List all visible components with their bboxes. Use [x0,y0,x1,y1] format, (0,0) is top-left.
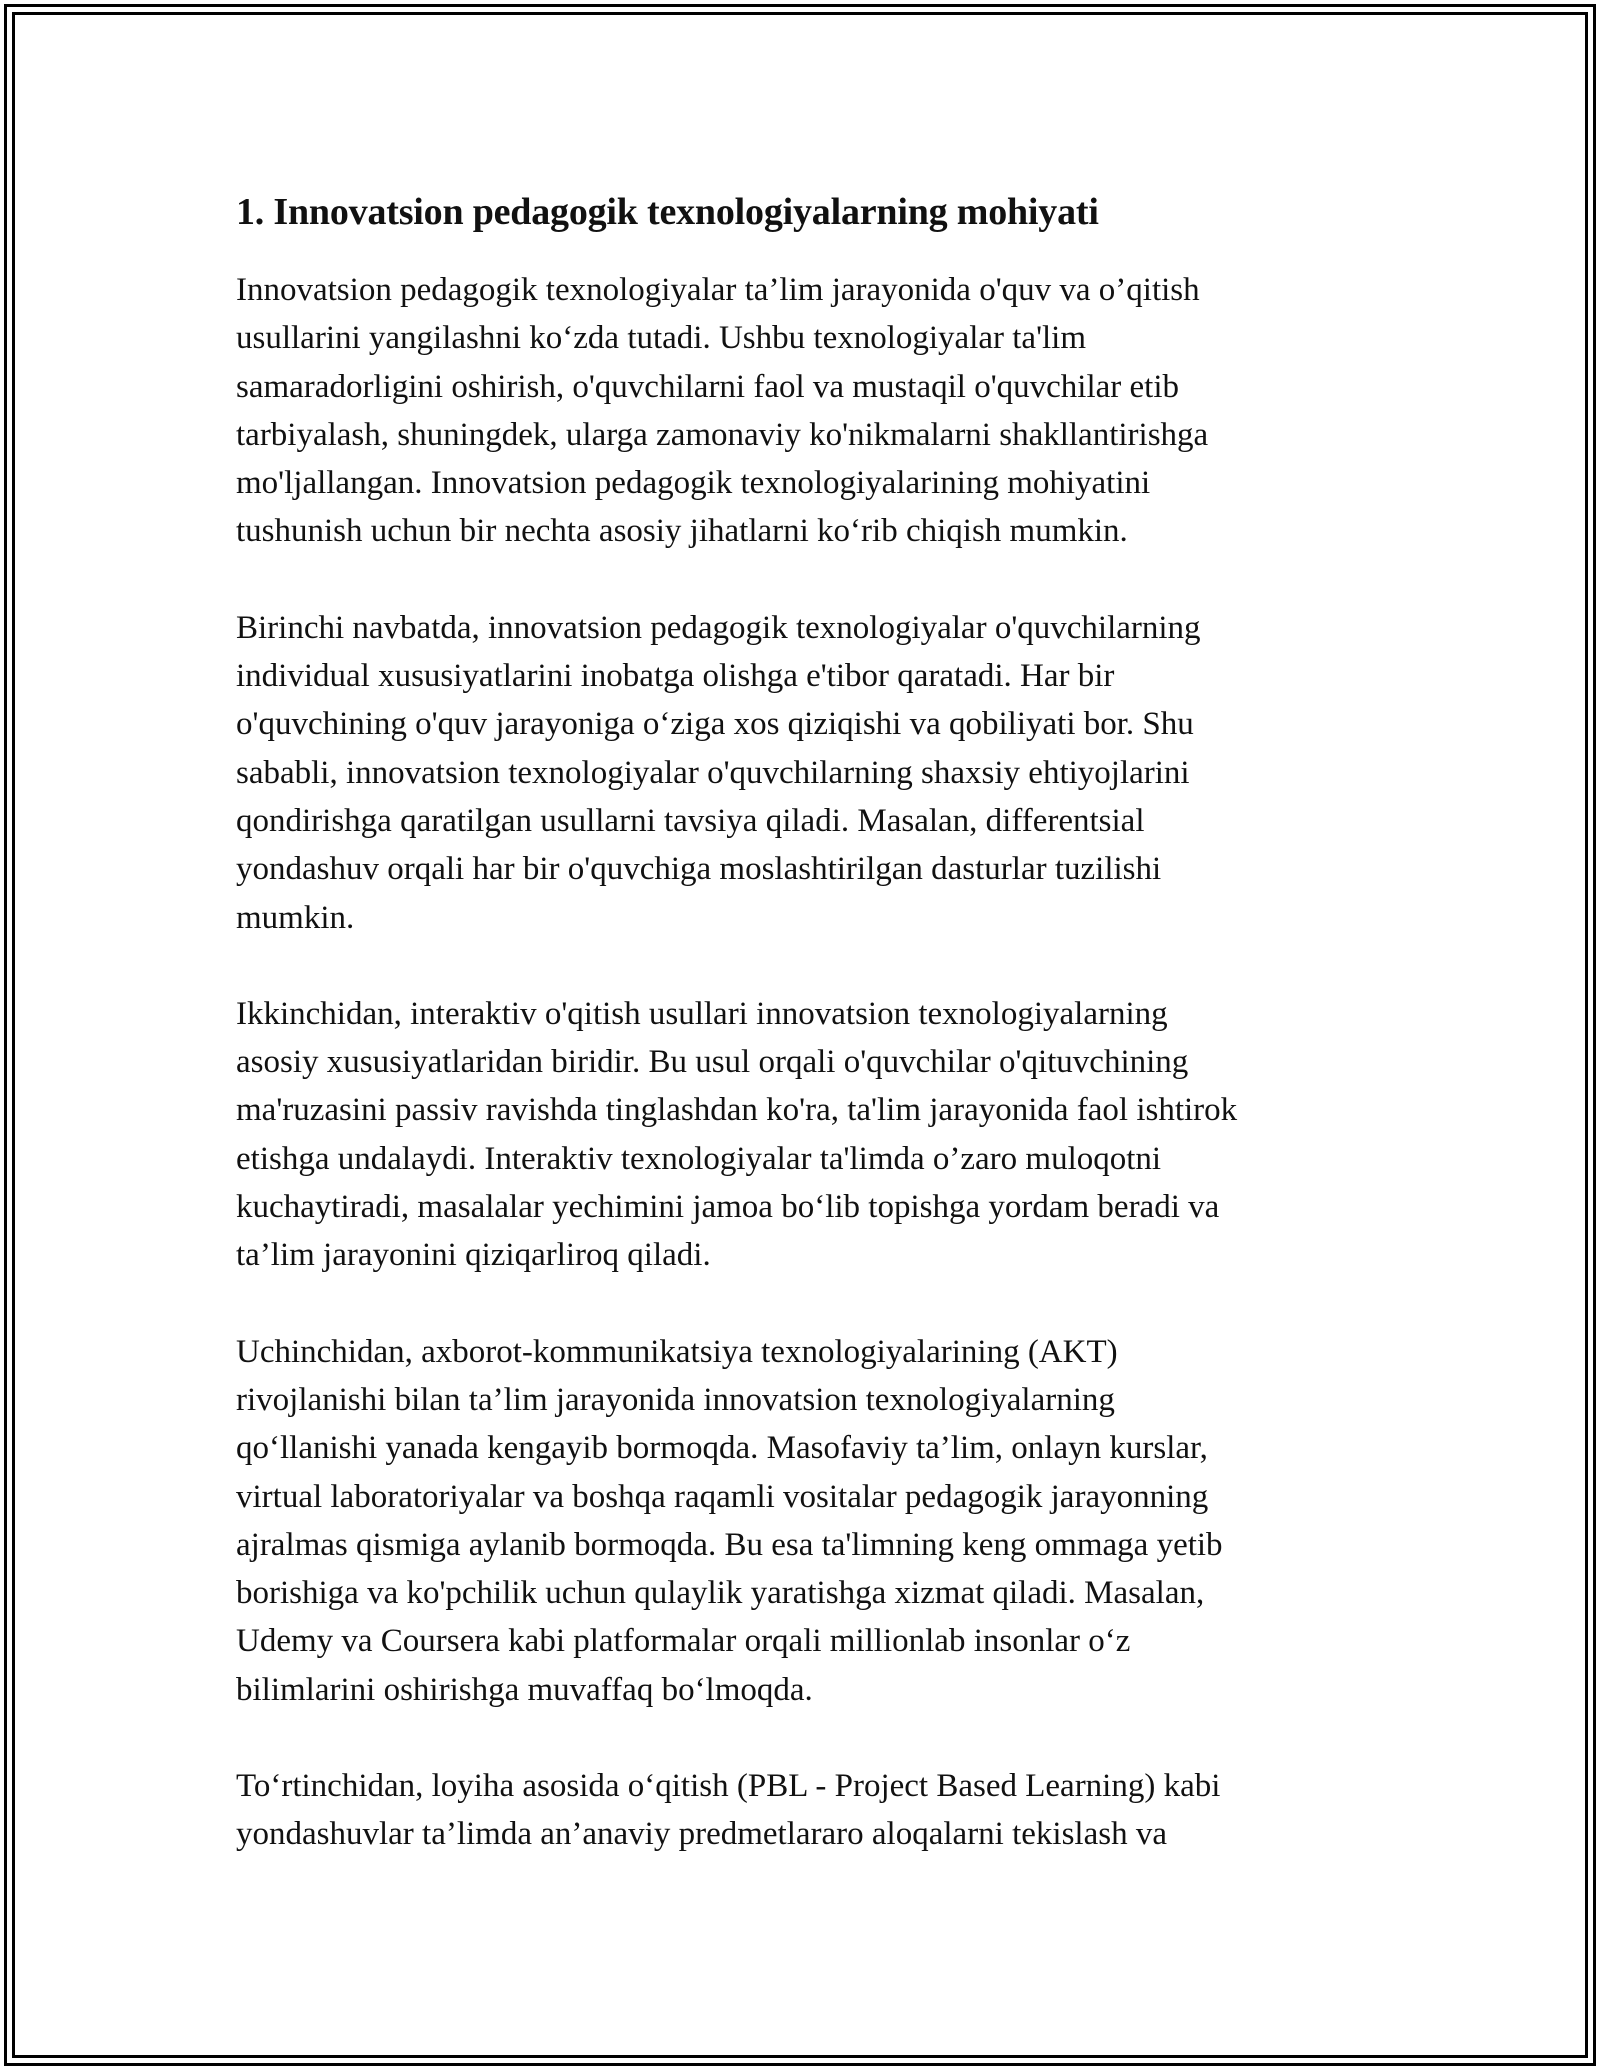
paragraph-2 [236,604,1366,942]
paragraph-4 [236,1328,1366,1714]
paragraph-line: etishga undalaydi. Interaktiv texnologiyalar ta'limda o’zaro muloqotni [236,1140,1162,1177]
paragraph-line: tarbiyalash, shuningdek, ularga zamonaviy ko'nikmalarni shakllantirishga [236,416,1209,453]
paragraph-line: To‘rtinchidan, loyiha asosida o‘qitish (PBL - Project Based Learning) kabi [236,1768,1221,1805]
paragraph-line: mumkin. [236,899,355,936]
paragraph-line: virtual laboratoriyalar va boshqa raqamli vositalar pedagogik jarayonning [236,1478,1209,1515]
paragraph-line: qondirishga qaratilgan usullarni tavsiya qiladi. Masalan, differentsial [236,802,1145,839]
paragraph-1 [236,266,1366,556]
paragraph-line: rivojlanishi bilan ta’lim jarayonida innovatsion texnologiyalarning [236,1381,1115,1418]
paragraph-5 [236,1762,1366,1859]
paragraph-3 [236,990,1366,1280]
document-body [236,188,1366,1907]
paragraph-line: yondashuvlar ta’limda an’anaviy predmetlararo aloqalarni tekislash va [236,1816,1167,1853]
paragraph-line: ma'ruzasini passiv ravishda tinglashdan ko'ra, ta'lim jarayonida faol ishtirok [236,1092,1238,1129]
paragraph-line: ta’lim jarayonini qiziqarliroq qiladi. [236,1237,711,1274]
paragraph-line: borishiga va ko'pchilik uchun qulaylik yaratishga xizmat qiladi. Masalan, [236,1575,1205,1612]
paragraph-line: mo'ljallangan. Innovatsion pedagogik texnologiyalarining mohiyatini [236,465,1151,502]
paragraph-line: asosiy xususiyatlaridan biridir. Bu usul orqali o'quvchilar o'qituvchining [236,1044,1189,1081]
paragraph-line: tushunish uchun bir nechta asosiy jihatlarni ko‘rib chiqish mumkin. [236,513,1128,550]
paragraph-line: Ikkinchidan, interaktiv o'qitish usullari innovatsion texnologiyalarning [236,995,1168,1032]
paragraph-line: Uchinchidan, axborot-kommunikatsiya texnologiyalarining (AKT) [236,1333,1118,1370]
paragraph-line: ajralmas qismiga aylanib bormoqda. Bu esa ta'limning keng ommaga yetib [236,1526,1223,1563]
paragraph-line: kuchaytiradi, masalalar yechimini jamoa bo‘lib topishga yordam beradi va [236,1189,1220,1226]
paragraph-line: Birinchi navbatda, innovatsion pedagogik texnologiyalar o'quvchilarning [236,609,1201,646]
paragraph-line: usullarini yangilashni ko‘zda tutadi. Ushbu texnologiyalar ta'lim [236,320,1087,357]
paragraph-line: sababli, innovatsion texnologiyalar o'quvchilarning shaxsiy ehtiyojlarini [236,754,1190,791]
paragraph-line: Udemy va Coursera kabi platformalar orqali millionlab insonlar o‘z [236,1623,1131,1660]
paragraph-line: Innovatsion pedagogik texnologiyalar ta’lim jarayonida o'quv va o’qitish [236,272,1200,308]
paragraph-line: yondashuv orqali har bir o'quvchiga moslashtirilgan dasturlar tuzilishi [236,851,1162,888]
paragraph-line: qo‘llanishi yanada kengayib bormoqda. Masofaviy ta’lim, onlayn kurslar, [236,1430,1208,1467]
paragraph-line: o'quvchining o'quv jarayoniga o‘ziga xos qiziqishi va qobiliyati bor. Shu [236,706,1194,743]
section-heading: 1. Innovatsion pedagogik texnologiyalarning mohiyati [236,191,1099,233]
paragraph-line: samaradorligini oshirish, o'quvchilarni faol va mustaqil o'quvchilar etib [236,368,1180,405]
paragraph-line: bilimlarini oshirishga muvaffaq bo‘lmoqda. [236,1671,813,1708]
paragraph-line: individual xususiyatlarini inobatga olishga e'tibor qaratadi. Har bir [236,658,1115,695]
